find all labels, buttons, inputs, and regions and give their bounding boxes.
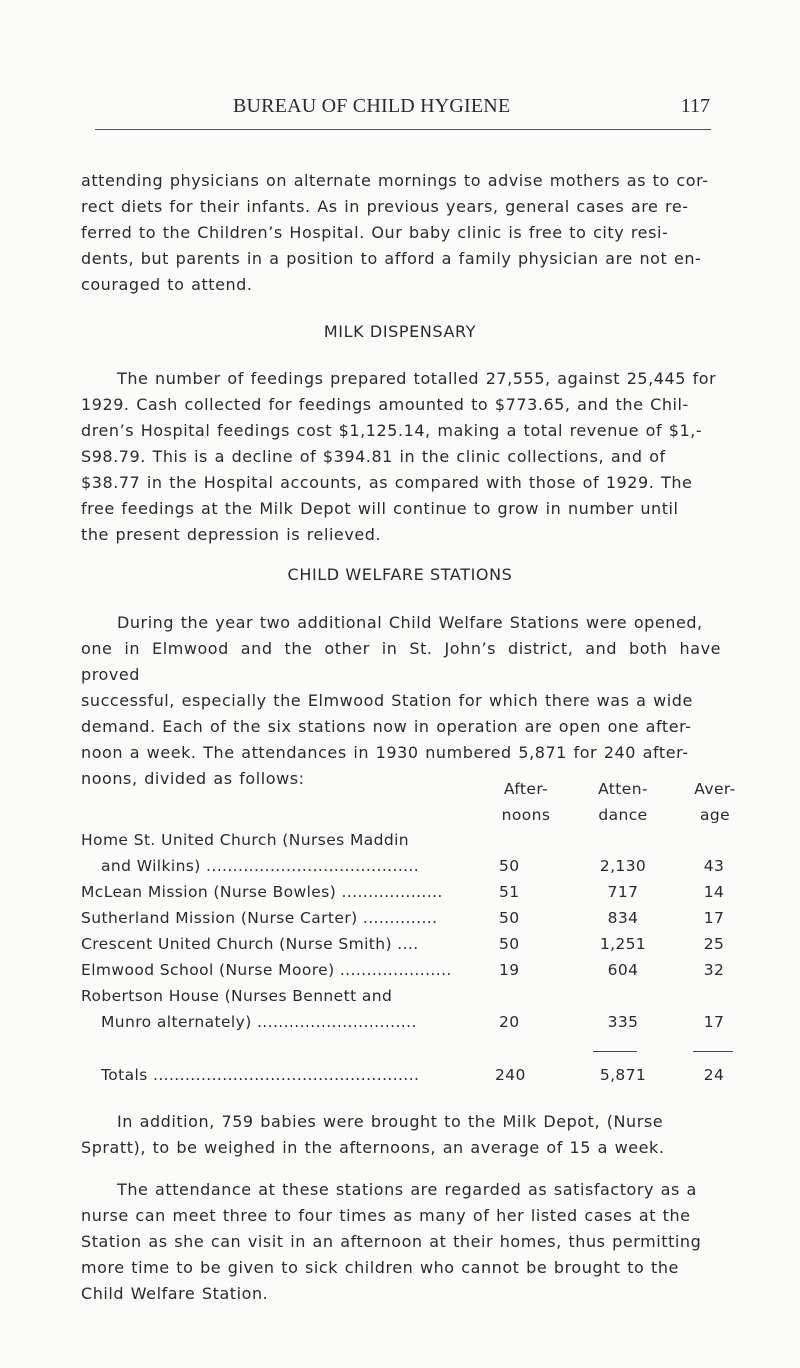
col-header-average-bottom: age (699, 806, 731, 824)
row-label: Sutherland Mission (Nurse Carter) .............. (81, 909, 438, 927)
cell-afternoons: 20 (499, 1013, 520, 1031)
cell-average: 32 (703, 961, 725, 979)
text-line: The number of feedings prepared totalled 27,555, against 25,445 for (117, 369, 717, 388)
text-line: In addition, 759 babies were brought to the Milk Depot, (Nurse (117, 1112, 664, 1131)
table-row (81, 857, 741, 883)
row-label: and Wilkins) ........................................ (101, 857, 420, 875)
row-label: Crescent United Church (Nurse Smith) .... (81, 935, 419, 953)
text-line: ferred to the Children’s Hospital. Our baby clinic is free to city resi- (81, 223, 669, 242)
closing-paragraph-1 (81, 1109, 721, 1161)
col-header-average-top: Aver- (694, 780, 736, 798)
header-title: BUREAU OF CHILD HYGIENE (233, 95, 511, 117)
cell-afternoons: 50 (499, 935, 520, 953)
totals-label: Totals .................................................. (101, 1066, 420, 1084)
cell-afternoons: 19 (499, 961, 520, 979)
cell-attendance: 834 (607, 909, 639, 927)
row-label: Munro alternately) .............................. (101, 1013, 417, 1031)
col-header-afternoons-bottom: noons (501, 806, 551, 824)
table-row (81, 909, 741, 935)
text-line: demand. Each of the six stations now in operation are open one after- (81, 717, 692, 736)
text-line: 1929. Cash collected for feedings amounted to $773.65, and the Chil- (81, 395, 689, 414)
text-line: dents, but parents in a position to afford a family physician are not en- (81, 249, 702, 268)
text-line: Spratt), to be weighed in the afternoons, an average of 15 a week. (81, 1138, 665, 1157)
total-attendance: 5,871 (599, 1066, 647, 1084)
cell-afternoons: 50 (499, 909, 520, 927)
cell-attendance: 2,130 (599, 857, 647, 875)
text-line: attending physicians on alternate mornings to advise mothers as to cor- (81, 171, 709, 190)
cell-average: 14 (703, 883, 725, 901)
text-line: couraged to attend. (81, 275, 253, 294)
cell-attendance: 717 (607, 883, 639, 901)
text-line: noon a week. The attendances in 1930 numbered 5,871 for 240 after- (81, 743, 689, 762)
table-row (81, 1013, 741, 1039)
cell-average: 43 (703, 857, 725, 875)
page-number: 117 (680, 95, 710, 117)
total-rule (693, 1051, 733, 1052)
text-line: Station as she can visit in an afternoon at their homes, thus permitting (81, 1232, 702, 1251)
col-header-afternoons-top: After- (503, 780, 549, 798)
text-line: noons, divided as follows: (81, 769, 305, 788)
table-row (81, 935, 741, 961)
cell-average: 25 (703, 935, 725, 953)
text-line: the present depression is relieved. (81, 525, 382, 544)
col-header-attendance-bottom: dance (598, 806, 648, 824)
milk-dispensary-paragraph (81, 366, 721, 548)
row-label-line1: Home St. United Church (Nurses Maddin (81, 831, 410, 849)
attendance-table (81, 780, 741, 1084)
cell-afternoons: 50 (499, 857, 520, 875)
closing-paragraph-2 (81, 1177, 721, 1307)
cell-afternoons: 51 (499, 883, 520, 901)
cell-average: 17 (703, 909, 725, 927)
cell-attendance: 1,251 (599, 935, 647, 953)
total-rule (593, 1051, 637, 1052)
table-row (81, 883, 741, 909)
intro-paragraph (81, 168, 721, 298)
text-line: Child Welfare Station. (81, 1284, 269, 1303)
text-line: more time to be given to sick children who cannot be brought to the (81, 1258, 679, 1277)
running-header (100, 95, 710, 125)
text-line: successful, especially the Elmwood Station for which there was a wide (81, 691, 693, 710)
header-rule (95, 129, 711, 130)
child-welfare-heading: CHILD WELFARE STATIONS (287, 565, 513, 584)
text-line: nurse can meet three to four times as many of her listed cases at the (81, 1206, 691, 1225)
text-line: rect diets for their infants. As in previous years, general cases are re- (81, 197, 689, 216)
row-label: Elmwood School (Nurse Moore) ..................... (81, 961, 452, 979)
text-line: dren’s Hospital feedings cost $1,125.14, making a total revenue of $1,- (81, 421, 703, 440)
total-average: 24 (703, 1066, 725, 1084)
table-row (81, 961, 741, 987)
text-line: one in Elmwood and the other in St. John’s district, and both have proved (81, 639, 721, 684)
total-afternoons: 240 (495, 1066, 526, 1084)
text-line: $38.77 in the Hospital accounts, as compared with those of 1929. The (81, 473, 693, 492)
row-label-line1: Robertson House (Nurses Bennett and (81, 987, 393, 1005)
milk-dispensary-heading: MILK DISPENSARY (323, 322, 477, 341)
text-line: During the year two additional Child Welfare Stations were opened, (117, 613, 703, 632)
child-welfare-paragraph (81, 610, 721, 792)
text-line: The attendance at these stations are regarded as satisfactory as a (117, 1180, 697, 1199)
row-label: McLean Mission (Nurse Bowles) ................... (81, 883, 443, 901)
cell-average: 17 (703, 1013, 725, 1031)
cell-attendance: 604 (607, 961, 639, 979)
text-line: free feedings at the Milk Depot will continue to grow in number until (81, 499, 679, 518)
col-header-attendance-top: Atten- (598, 780, 648, 798)
totals-row (81, 1066, 741, 1092)
cell-attendance: 335 (607, 1013, 639, 1031)
text-line: S98.79. This is a decline of $394.81 in the clinic collections, and of (81, 447, 666, 466)
